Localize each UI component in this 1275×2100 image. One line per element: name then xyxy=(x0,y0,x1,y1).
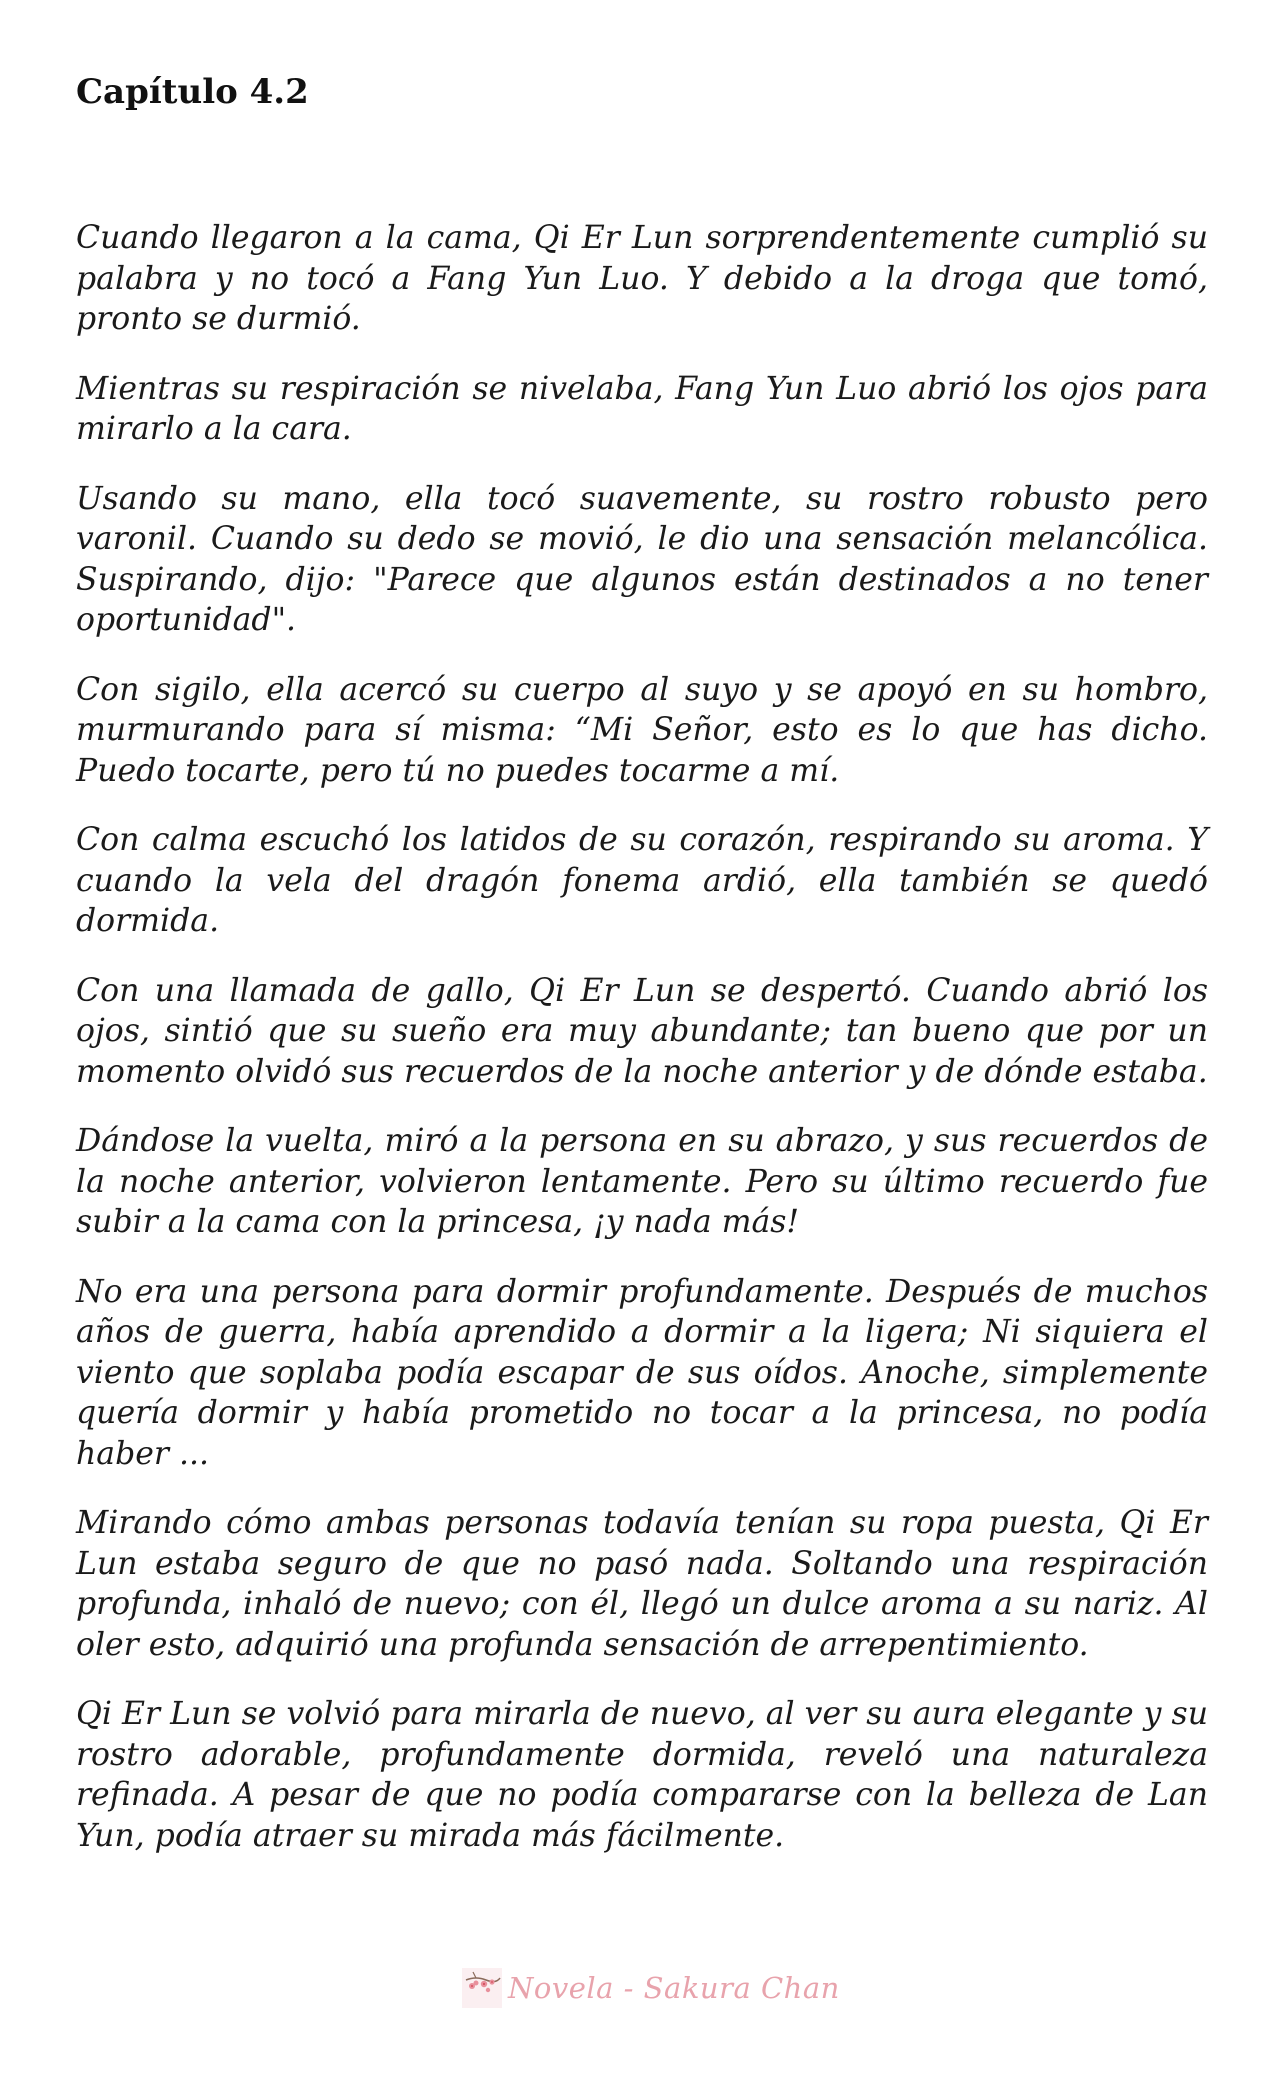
paragraph: Con sigilo, ella acercó su cuerpo al suyo y se apoyó en su hombro, murmurando para sí misma: “Mi Señor, esto es lo que has dicho. Puedo tocarte, pero tú no puedes tocarme a mí. xyxy=(76,671,1208,789)
paragraph: Cuando llegaron a la cama, Qi Er Lun sorprendentemente cumplió su palabra y no tocó a Fang Yun Luo. Y debido a la droga que tomó, pronto se durmió. xyxy=(76,220,1208,337)
watermark-text: Novela - Sakura Chan xyxy=(508,1971,840,2005)
paragraph: Con calma escuchó los latidos de su corazón, respirando su aroma. Y cuando la vela del dragón fonema ardió, ella también se quedó dormida. xyxy=(76,822,1208,939)
paragraph: Dándose la vuelta, miró a la persona en su abrazo, y sus recuerdos de la noche anterior, volvieron lentamente. Pero su último recuerdo fue subir a la cama con la princesa, ¡y nada más! xyxy=(76,1123,1208,1240)
paragraph: Con una llamada de gallo, Qi Er Lun se despertó. Cuando abrió los ojos, sintió que su sueño era muy abundante; tan bueno que por un momento olvidó sus recuerdos de la noche anterior y de dónde estaba. xyxy=(76,972,1208,1090)
watermark xyxy=(462,1966,840,2010)
paragraph: No era una persona para dormir profundamente. Después de muchos años de guerra, había aprendido a dormir a la ligera; Ni siquiera el viento que soplaba podía escapar de sus oídos. Anoche, simplemente quería dormir y había prometido no tocar a la princesa, no podía haber ... xyxy=(76,1273,1208,1472)
paragraph: Qi Er Lun se volvió para mirarla de nuevo, al ver su aura elegante y su rostro adorable, profundamente dormida, reveló una naturaleza refinada. A pesar de que no podía compararse con la belleza de Lan Yun, podía atraer su mirada más fácilmente. xyxy=(76,1696,1208,1854)
paragraph: Usando su mano, ella tocó suavemente, su rostro robusto pero varonil. Cuando su dedo se movió, le dio una sensación melancólica. Suspirando, dijo: "Parece que algunos están destinados a no tener oportunidad". xyxy=(76,480,1208,638)
chapter-body xyxy=(76,218,1208,1885)
sakura-blossom-icon xyxy=(462,1968,502,2008)
paragraph: Mirando cómo ambas personas todavía tenían su ropa puesta, Qi Er Lun estaba seguro de que no pasó nada. Soltando una respiración profunda, inhaló de nuevo; con él, llegó un dulce aroma a su nariz. Al oler esto, adquirió una profunda sensación de arrepentimiento. xyxy=(76,1505,1208,1663)
chapter-title: Capítulo 4.2 xyxy=(76,72,309,112)
paragraph: Mientras su respiración se nivelaba, Fang Yun Luo abrió los ojos para mirarlo a la cara. xyxy=(76,370,1208,447)
